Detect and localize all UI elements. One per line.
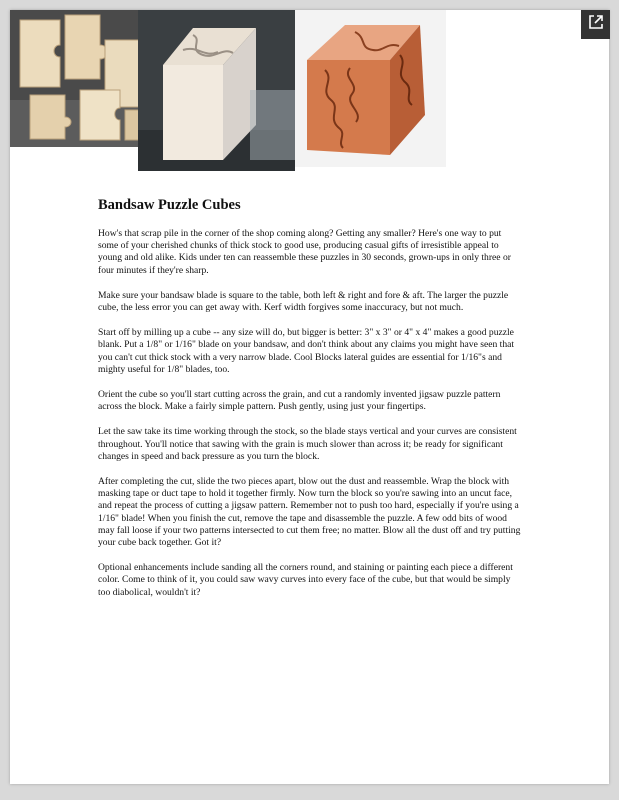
document-page — [10, 10, 609, 784]
open-in-new-button[interactable] — [581, 10, 610, 39]
paragraph-6: After completing the cut, slide the two pieces apart, blow out the dust and reassemble. Wrap the block with masking tape or duct tape to hold it together firmly. Now turn the block so you're sawing into an uncut face, and repeat the process of cutting a jigsaw pattern. Remember not to push too hard, especially if you're using a 1/16" blade! When you finish the cut, remove the tape and disassemble the puzzle. A few odd bits of wood may fall loose if your two patterns intersected to cut them free; no matter. Blow all the dust off and try putting your cube back together. Got it? — [98, 476, 521, 549]
paragraph-3: Start off by milling up a cube -- any size will do, but bigger is better: 3" x 3" or 4" x 4" makes a good puzzle blank. Put a 1/8" or 1/16" blade on your bandsaw, and don't think about any claims you might have seen that you can't cut thick stock with a very narrow blade. Cool Blocks lateral guides are essential for 1/16"s and mighty useful for 1/8" blades, too. — [98, 327, 515, 375]
article-title: Bandsaw Puzzle Cubes — [98, 197, 241, 213]
paragraph-2: Make sure your bandsaw blade is square to the table, both left & right and fore & aft. The larger the puzzle cube, the less error you can get away with. Kerf width forgives some inaccuracy, but not much. — [98, 289, 509, 314]
photo-white-cube — [138, 10, 295, 171]
photo-stained-cube — [295, 10, 446, 167]
paragraph-7: Optional enhancements include sanding all the corners round, and staining or painting each piece a different color. Come to think of it, you could saw wavy curves into every face of the cube, but that would be simply too diabolical, wouldn't it? — [98, 562, 513, 598]
paragraph-1: How's that scrap pile in the corner of the shop coming along? Getting any smaller? Here's one way to put some of your cherished chunks of thick stock to good use, producing casual gifts of irresistible appeal to young and old alike. Kids under ten can reassemble these puzzles in 30 seconds, grown-ups in only three or four minutes if they're sharp. — [98, 228, 511, 276]
paragraph-5: Let the saw take its time working through the stock, so the blade stays vertical and your curves are consistent throughout. You'll notice that sawing with the grain is much slower than across it; be ready for significant changes in speed and back pressure as you turn the block. — [98, 426, 517, 462]
article — [98, 197, 523, 612]
paragraph-4: Orient the cube so you'll start cutting across the grain, and cut a randomly invented jigsaw puzzle pattern across the block. Make a fairly simple pattern. Push gently, using just your fingertips. — [98, 389, 501, 413]
open-in-new-icon — [588, 14, 604, 35]
